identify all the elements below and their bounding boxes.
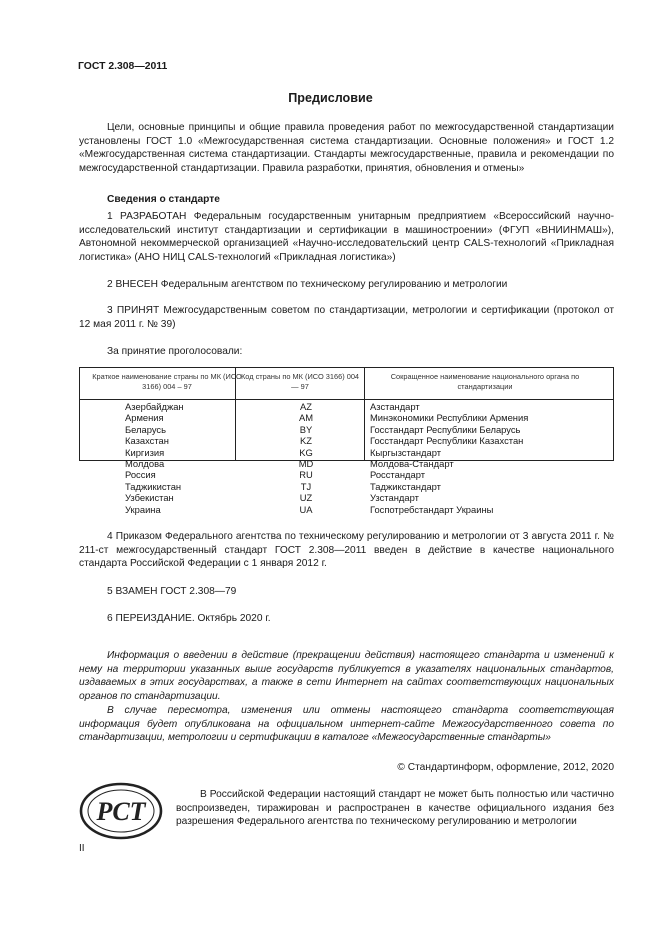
table-cell: Россия	[125, 469, 156, 481]
table-cell: Госстандарт Республики Беларусь	[370, 423, 521, 435]
table-column-code	[266, 401, 346, 515]
table-column-country	[125, 401, 184, 515]
table-header-code: Код страны по МК (ИСО 3166) 004 — 97	[240, 372, 360, 391]
table-cell: AM	[298, 412, 314, 424]
table-cell: KG	[299, 446, 313, 458]
table-cell: Минэкономики Республики Армения	[370, 412, 529, 424]
document-header: ГОСТ 2.308—2011	[78, 61, 168, 72]
table-cell: Узбекистан	[125, 492, 174, 504]
table-cell: Кыргызстандарт	[370, 446, 442, 458]
item-reissue: 6 ПЕРЕИЗДАНИЕ. Октябрь 2020 г.	[107, 613, 271, 624]
item-replaces: 5 ВЗАМЕН ГОСТ 2.308—79	[107, 586, 237, 597]
table-cell: MD	[298, 458, 314, 470]
page-title: Предисловие	[288, 91, 373, 105]
notice-introduction: Информация о введении в действие (прекращении действия) настоящего стандарта и изменений к нему на территории указанных выше государств публикуется в указателях национальных стандартов, издаваемых в этих государствах, а также в сети Интернет на сайтах соответствующих национальных органов по стандартизации.	[79, 650, 614, 702]
table-header-body: Сокращенное наименование национального органа по стандартизации	[390, 372, 580, 391]
item-developed: 1 РАЗРАБОТАН Федеральным государственным унитарным предприятием «Всероссийский научно-исследовательский институт стандартизации и сертификации в машиностроении» (ФГУП «ВНИИНМАШ»), Автономной некоммерческой организацией «Научно-исследовательский центр CALS-технологий «Прикладная логистика» (АНО НИЦ CALS-технологий «Прикладная логистика»)	[79, 211, 614, 263]
info-heading: Сведения о стандарте	[107, 194, 220, 205]
rights-notice: В Российской Федерации настоящий стандарт не может быть полностью или частично воспроизведен, тиражирован и распространен в качестве официального издания без разрешения Федерального агентства по техническому регулированию и метрологии	[176, 789, 614, 828]
rst-logo	[79, 782, 163, 845]
table-cell: Госстандарт Республики Казахстан	[370, 435, 524, 447]
table-cell: Беларусь	[125, 423, 167, 435]
table-cell: Молдова-Стандарт	[370, 458, 454, 470]
notice-revision: В случае пересмотра, изменения или отмены настоящего стандарта соответствующая информация будет опубликована на официальном интернет-сайте Межгосударственного совета по стандартизации, метрологии и сертификации в каталоге «Межгосударственные стандарты»	[79, 705, 614, 744]
table-cell: Киргизия	[125, 446, 165, 458]
table-divider	[364, 368, 365, 460]
table-column-body	[370, 401, 528, 515]
table-cell: UA	[299, 503, 313, 515]
table-cell: UZ	[299, 492, 313, 504]
table-header-country: Краткое наименование страны по МК (ИСО 3166) 004 – 97	[92, 372, 242, 391]
intro-paragraph: Цели, основные принципы и общие правила проведения работ по межгосударственной стандартизации установлены ГОСТ 1.0 «Межгосударственная система стандартизации. Основные положения» и ГОСТ 1.2 «Межгосударственная система стандартизации. Стандарты межгосударственные, правила и рекомендации по межгосударственной стандартизации. Правила разработки, принятия, обновления и отмены»	[79, 122, 614, 174]
table-cell: Таджикстандарт	[370, 480, 441, 492]
table-cell: BY	[299, 423, 313, 435]
item-adopted: 3 ПРИНЯТ Межгосударственным советом по стандартизации, метрологии и сертификации (протокол от 12 мая 2011 г. № 39)	[79, 305, 614, 330]
table-cell: Украина	[125, 503, 161, 515]
table-divider	[235, 368, 236, 460]
item-order: 4 Приказом Федерального агентства по техническому регулированию и метрологии от 3 августа 2011 г. № 211-ст межгосударственный стандарт ГОСТ 2.308—2011 введен в действие в качестве национального стандарта Российской Федерации с 1 января 2012 г.	[79, 531, 614, 570]
table-cell: Росстандарт	[370, 469, 425, 481]
table-cell: Госпотребстандарт Украины	[370, 503, 494, 515]
table-cell: Молдова	[125, 458, 165, 470]
table-cell: Азстандарт	[370, 401, 420, 412]
page-number: II	[79, 843, 85, 854]
table-cell: Узстандарт	[370, 492, 419, 504]
voting-table	[79, 367, 614, 515]
logo-text: РСТ	[96, 797, 146, 826]
table-cell: Азербайджан	[125, 401, 184, 412]
item-introduced: 2 ВНЕСЕН Федеральным агентством по техническому регулированию и метрологии	[107, 279, 508, 290]
table-header	[80, 368, 613, 400]
table-cell: Казахстан	[125, 435, 169, 447]
table-cell: TJ	[300, 480, 312, 492]
table-cell: AZ	[300, 401, 312, 412]
table-cell: RU	[299, 469, 313, 481]
item-voted: За принятие проголосовали:	[107, 346, 243, 357]
copyright-line: © Стандартинформ, оформление, 2012, 2020	[397, 762, 614, 773]
table-cell: KZ	[300, 435, 312, 447]
table-cell: Армения	[125, 412, 164, 424]
table-cell: Таджикистан	[125, 480, 182, 492]
